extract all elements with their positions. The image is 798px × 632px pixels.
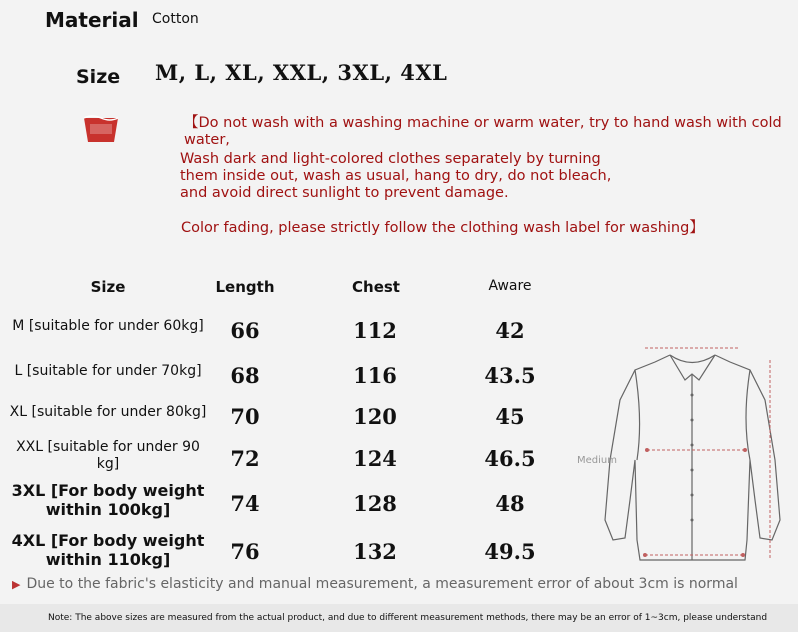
- row-xxl-label-a: XXL [suitable for under 90: [16, 439, 200, 455]
- row-m-aware: 42: [495, 318, 525, 343]
- row-xxl-length: 72: [230, 446, 260, 471]
- row-l-chest: 116: [353, 363, 397, 388]
- header-size: Size: [90, 278, 126, 296]
- row-4xl-chest: 132: [353, 539, 397, 564]
- care-line-2b: them inside out, wash as usual, hang to dry, do not bleach,: [180, 168, 612, 184]
- care-line-2a: Wash dark and light-colored clothes separately by turning: [180, 151, 601, 167]
- wash-care-icon: [82, 112, 120, 146]
- header-aware: Aware: [488, 278, 532, 294]
- header-length: Length: [215, 278, 275, 296]
- row-4xl-length: 76: [230, 539, 260, 564]
- diagram-medium-label: Medium: [577, 455, 617, 466]
- row-l-length: 68: [230, 363, 260, 388]
- row-size-l: L [suitable for under 70kg]: [14, 363, 202, 379]
- row-size-4xl: [8, 531, 208, 569]
- row-m-length: 66: [230, 318, 260, 343]
- row-3xl-chest: 128: [353, 491, 397, 516]
- row-xl-length: 70: [230, 404, 260, 429]
- row-xxl-label-b: kg]: [96, 456, 120, 472]
- row-m-chest: 112: [353, 318, 397, 343]
- row-size-xxl: [8, 439, 208, 473]
- row-size-xl: XL [suitable for under 80kg]: [9, 404, 207, 420]
- row-xxl-aware: 46.5: [484, 446, 536, 471]
- row-4xl-label-a: 4XL [For body weight: [11, 531, 205, 550]
- row-3xl-aware: 48: [495, 491, 525, 516]
- row-4xl-aware: 49.5: [484, 539, 536, 564]
- row-size-3xl: [8, 481, 208, 519]
- care-line-2c: and avoid direct sunlight to prevent damage.: [180, 185, 509, 201]
- row-size-m: M [suitable for under 60kg]: [12, 318, 204, 334]
- row-xl-aware: 45: [495, 404, 525, 429]
- row-3xl-label-b: within 100kg]: [45, 500, 171, 519]
- material-value: Cotton: [152, 11, 199, 27]
- row-l-aware: 43.5: [484, 363, 536, 388]
- care-line-1: 【Do not wash with a washing machine or warm water, try to hand wash with cold water,: [184, 115, 782, 148]
- row-3xl-length: 74: [230, 491, 260, 516]
- size-label: Size: [76, 66, 121, 88]
- footer-note: Note: The above sizes are measured from the actual product, and due to different measurement methods, there may be an error of 1~3cm, please understand: [48, 613, 768, 623]
- row-3xl-label-a: 3XL [For body weight: [11, 481, 205, 500]
- care-line-3: Color fading, please strictly follow the clothing wash label for washing】: [181, 220, 704, 236]
- size-values: M, L, XL, XXL, 3XL, 4XL: [155, 60, 448, 85]
- row-xl-chest: 120: [353, 404, 397, 429]
- material-label: Material: [45, 8, 139, 32]
- measurement-note-text: Due to the fabric's elasticity and manual measurement, a measurement error of about 3cm is normal: [26, 576, 738, 592]
- measurement-note: [12, 576, 738, 592]
- bullet-arrow-icon: ▶: [12, 578, 21, 591]
- header-chest: Chest: [352, 278, 400, 296]
- care-line-2: [180, 151, 611, 202]
- row-4xl-label-b: within 110kg]: [45, 550, 171, 569]
- row-xxl-chest: 124: [353, 446, 397, 471]
